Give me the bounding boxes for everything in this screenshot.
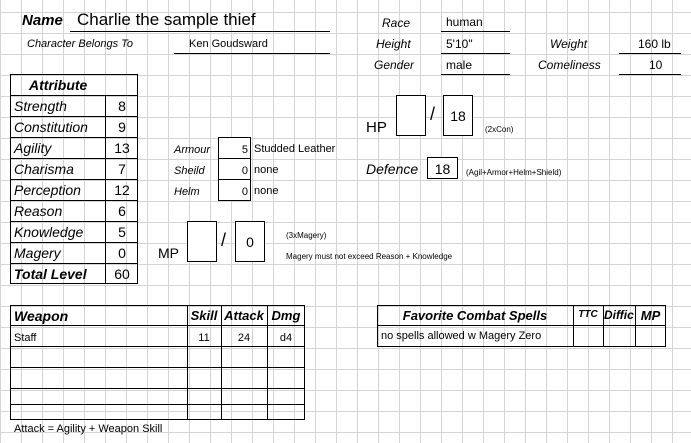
mp-formula: (3xMagery) <box>286 231 327 240</box>
attr-name-perception: Perception <box>14 182 81 198</box>
race-value[interactable]: human <box>446 15 483 29</box>
attr-value-constitution[interactable]: 9 <box>118 119 126 135</box>
defence-label: Defence <box>366 161 419 177</box>
weapon-header-skill: Skill <box>190 308 218 323</box>
attr-name-charisma: Charisma <box>14 161 74 177</box>
belongs-value[interactable]: Ken Goudsward <box>189 38 268 50</box>
belongs-underline <box>174 53 330 54</box>
belongs-label: Character Belongs To <box>27 38 133 50</box>
attribute-header: Attribute <box>29 77 88 93</box>
attribute-row-line <box>10 158 138 159</box>
weapon-row-line <box>10 346 305 347</box>
attr-name-knowledge: Knowledge <box>14 224 84 240</box>
total-level-value: 60 <box>114 266 130 282</box>
weapon-row-line <box>10 388 305 389</box>
attr-name-constitution: Constitution <box>14 119 88 135</box>
attr-name-strength: Strength <box>14 98 67 114</box>
mp-label: MP <box>158 245 179 261</box>
spells-row-line <box>377 325 666 326</box>
gender-underline <box>441 74 510 75</box>
shield-description: none <box>254 164 279 176</box>
name-label: Name <box>22 12 63 29</box>
hp-max-value: 18 <box>450 108 466 124</box>
attr-name-reason: Reason <box>14 203 63 219</box>
weapon-row-1-skill[interactable]: 11 <box>198 332 210 344</box>
attribute-row-line <box>10 242 138 243</box>
attribute-row-line <box>10 95 138 96</box>
height-value[interactable]: 5'10" <box>446 37 473 51</box>
spells-header-name: Favorite Combat Spells <box>402 308 548 323</box>
weapon-row-1-name[interactable]: Staff <box>14 332 37 344</box>
shield-label: Sheild <box>174 165 205 177</box>
attribute-row-line <box>10 221 138 222</box>
defence-formula: (Agil+Armor+Helm+Shield) <box>466 168 562 177</box>
weight-value[interactable]: 160 lb <box>638 37 671 51</box>
attr-name-agility: Agility <box>14 140 52 156</box>
total-level-label: Total Level <box>14 266 87 282</box>
spell-row-1-name[interactable]: no spells allowed w Magery Zero <box>381 330 542 342</box>
attr-value-perception[interactable]: 12 <box>114 182 130 198</box>
attr-value-reason[interactable]: 6 <box>118 203 126 219</box>
armour-value: 5 <box>241 144 248 156</box>
attribute-row-line <box>10 179 138 180</box>
attack-formula-note: Attack = Agility + Weapon Skill <box>14 423 163 435</box>
mp-current-box[interactable] <box>187 221 217 262</box>
spells-header-diffic: Diffic <box>604 309 634 321</box>
armour-label: Armour <box>174 144 211 156</box>
armour-description: Studded Leather <box>254 143 336 155</box>
weapon-header-attack: Attack <box>224 308 264 323</box>
hp-current-box[interactable] <box>396 95 426 136</box>
weight-label: Weight <box>550 37 588 51</box>
shield-value: 0 <box>241 165 248 177</box>
comeliness-label: Comeliness <box>538 58 601 72</box>
race-label: Race <box>382 16 411 30</box>
comeliness-underline <box>619 74 681 75</box>
character-name[interactable]: Charlie the sample thief <box>77 10 256 29</box>
attr-value-charisma[interactable]: 7 <box>118 161 126 177</box>
attr-value-knowledge[interactable]: 5 <box>118 224 126 240</box>
mp-max-value: 0 <box>246 234 254 250</box>
spells-header-mp: MP <box>640 308 661 323</box>
weapon-row-line <box>10 367 305 368</box>
height-underline <box>441 53 510 54</box>
mp-separator: / <box>221 230 227 250</box>
weapon-row-line <box>10 404 305 405</box>
helm-description: none <box>254 185 279 197</box>
gender-value[interactable]: male <box>446 58 473 72</box>
attribute-row-line <box>10 137 138 138</box>
attribute-row-line <box>10 263 138 264</box>
gender-label: Gender <box>374 58 415 72</box>
defence-value: 18 <box>434 161 451 177</box>
weight-underline <box>619 53 681 54</box>
weapon-col-divider <box>267 305 268 420</box>
weapon-col-divider <box>187 305 188 420</box>
attr-value-agility[interactable]: 13 <box>114 140 130 156</box>
weapon-row-1-dmg[interactable]: d4 <box>279 332 293 344</box>
weapon-row-line <box>10 325 305 326</box>
attr-name-magery: Magery <box>14 245 61 261</box>
weapon-header-dmg: Dmg <box>271 308 301 323</box>
spells-header-ttc: TTC <box>578 309 598 320</box>
race-underline <box>441 31 510 32</box>
attr-value-magery[interactable]: 0 <box>118 245 126 261</box>
weapon-header-weapon: Weapon <box>14 308 69 324</box>
height-label: Height <box>376 37 411 51</box>
helm-label: Helm <box>174 186 200 198</box>
attribute-row-line <box>10 116 138 117</box>
comeliness-value[interactable]: 10 <box>649 58 663 72</box>
attribute-row-line <box>10 200 138 201</box>
weapon-row-1-attack[interactable]: 24 <box>237 332 251 344</box>
hp-label: HP <box>366 119 387 136</box>
helm-value: 0 <box>241 186 248 198</box>
attr-value-strength[interactable]: 8 <box>118 98 126 114</box>
weapon-col-divider <box>221 305 222 420</box>
mp-note: Magery must not exceed Reason + Knowledge <box>286 252 453 261</box>
hp-formula: (2xCon) <box>485 125 514 134</box>
name-underline <box>70 31 330 32</box>
hp-separator: / <box>430 104 436 124</box>
